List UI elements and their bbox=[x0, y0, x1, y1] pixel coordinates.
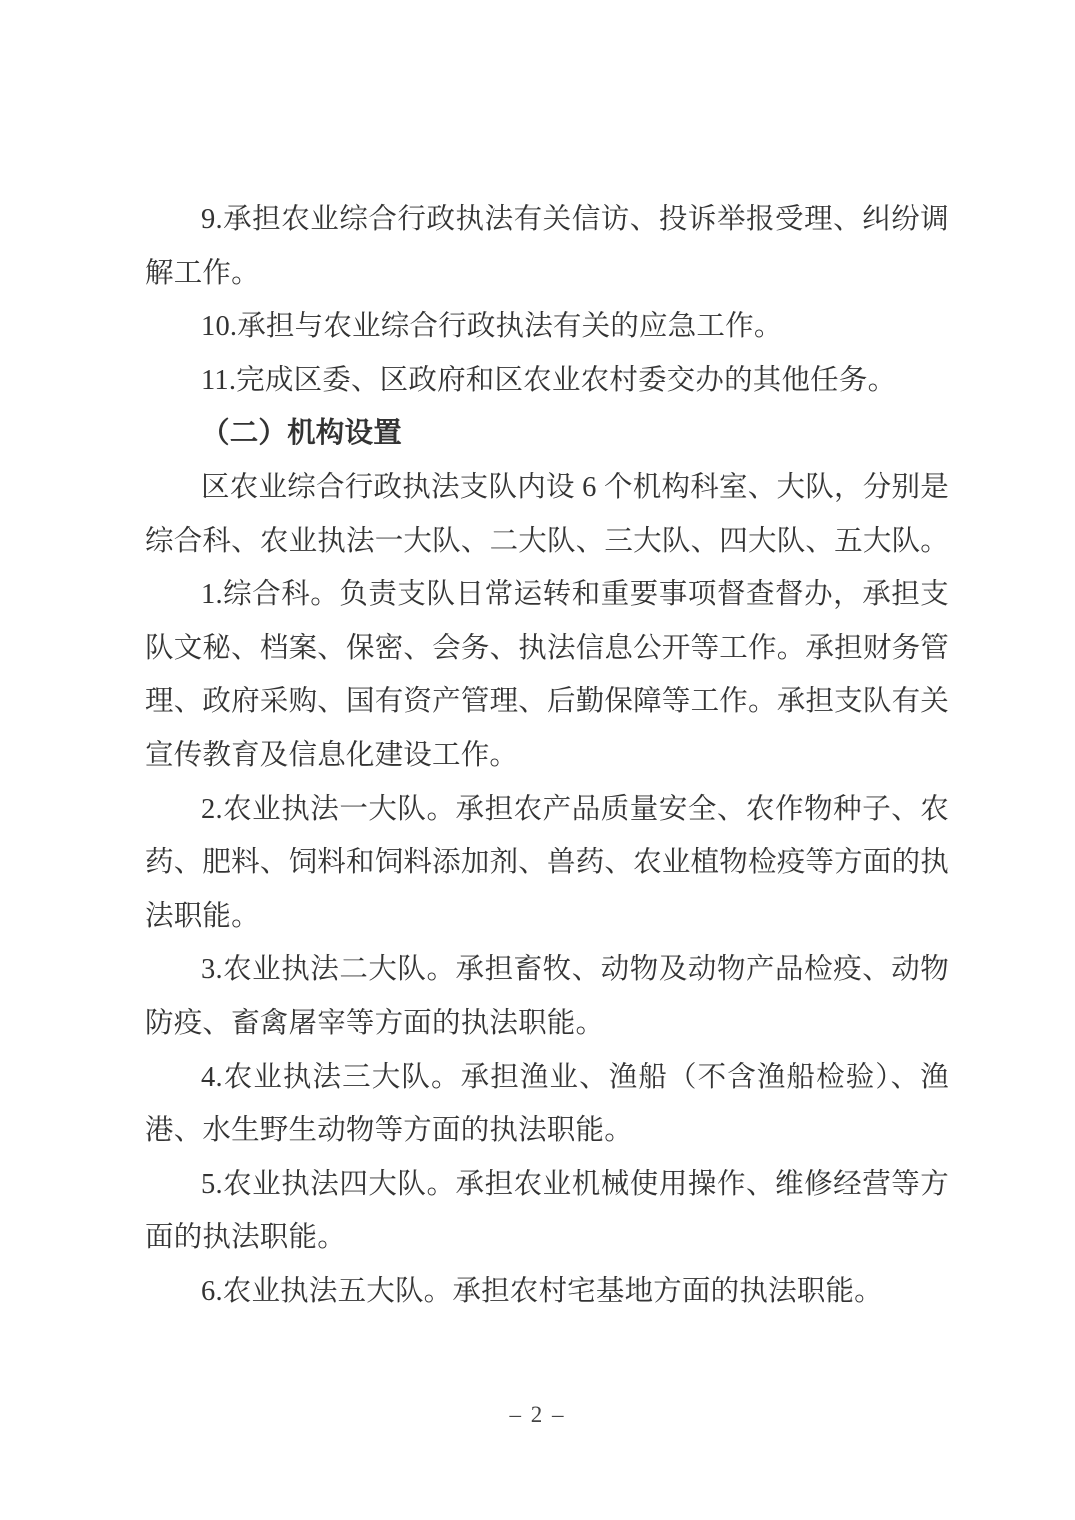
text-line: 理、政府采购、国有资产管理、后勤保障等工作。承担支队有关 bbox=[145, 686, 949, 718]
text-line: 药、肥料、饲料和饲料添加剂、兽药、农业植物检疫等方面的执 bbox=[145, 847, 949, 879]
text-line: 6.农业执法五大队。承担农村宅基地方面的执法职能。 bbox=[201, 1275, 883, 1307]
text-line: 11.完成区委、区政府和区农业农村委交办的其他任务。 bbox=[201, 364, 897, 396]
text-line: 综合科、农业执法一大队、二大队、三大队、四大队、五大队。 bbox=[145, 525, 949, 557]
page-number: – 2 – bbox=[509, 1402, 566, 1427]
text-line: 2.农业执法一大队。承担农产品质量安全、农作物种子、农 bbox=[201, 793, 949, 825]
section-heading-org-setup: （二）机构设置 bbox=[201, 418, 402, 450]
text-line: 面的执法职能。 bbox=[145, 1222, 346, 1254]
text-line: 防疫、畜禽屠宰等方面的执法职能。 bbox=[145, 1007, 605, 1039]
text-line: 宣传教育及信息化建设工作。 bbox=[145, 739, 519, 771]
text-line: 4.农业执法三大队。承担渔业、渔船（不含渔船检验）、渔 bbox=[201, 1061, 949, 1093]
text-line: 区农业综合行政执法支队内设 6 个机构科室、大队，分别是 bbox=[201, 471, 949, 503]
text-line: 5.农业执法四大队。承担农业机械使用操作、维修经营等方 bbox=[201, 1168, 949, 1200]
text-line: 港、水生野生动物等方面的执法职能。 bbox=[145, 1115, 633, 1147]
text-line: 队文秘、档案、保密、会务、执法信息公开等工作。承担财务管 bbox=[145, 632, 949, 664]
text-line: 解工作。 bbox=[145, 257, 260, 289]
text-line: 9.承担农业综合行政执法有关信访、投诉举报受理、纠纷调 bbox=[201, 204, 949, 235]
document-body bbox=[145, 193, 949, 1318]
text-line: 法职能。 bbox=[145, 900, 260, 932]
text-line: 3.农业执法二大队。承担畜牧、动物及动物产品检疫、动物 bbox=[201, 954, 949, 986]
text-line: 10.承担与农业综合行政执法有关的应急工作。 bbox=[201, 311, 783, 343]
text-line: 1.综合科。负责支队日常运转和重要事项督查督办，承担支 bbox=[201, 579, 949, 611]
